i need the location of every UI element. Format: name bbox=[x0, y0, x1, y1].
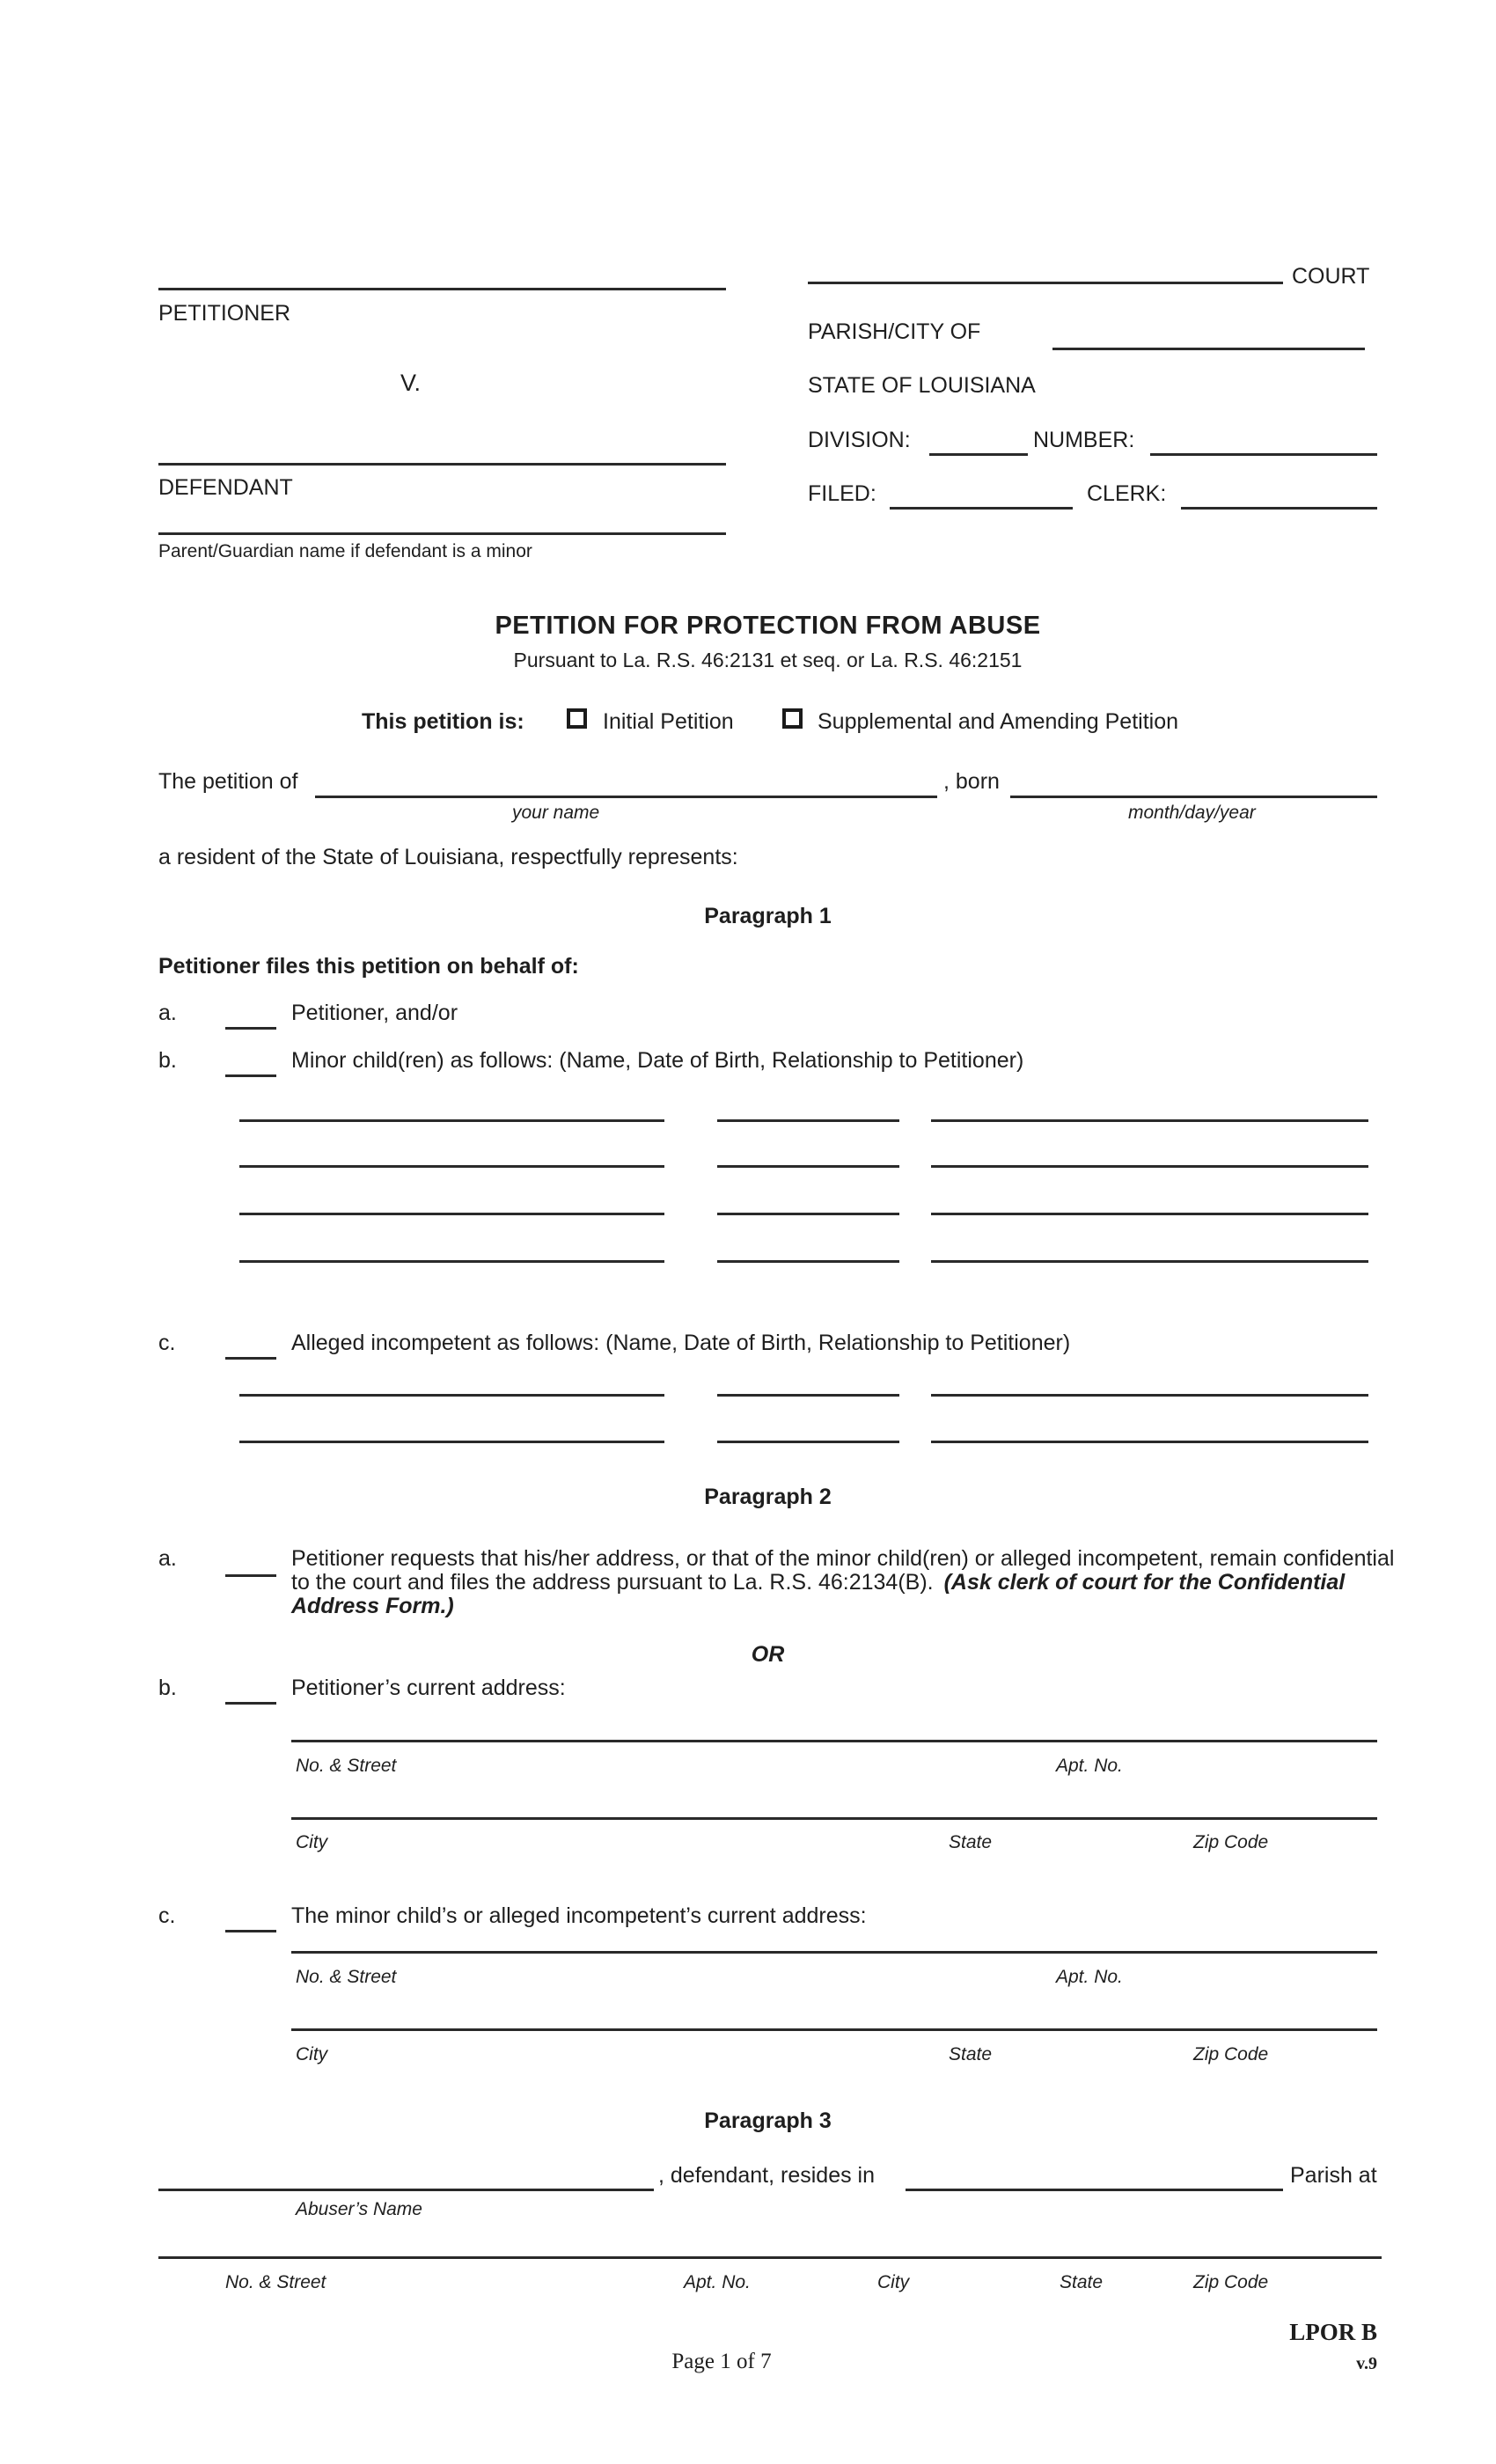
child-relationship-line[interactable] bbox=[931, 1260, 1368, 1263]
form-title: PETITION FOR PROTECTION FROM ABUSE bbox=[495, 612, 1041, 640]
supplemental-petition-checkbox[interactable] bbox=[782, 708, 803, 729]
city-hint: City bbox=[877, 2272, 910, 2292]
child-name-line[interactable] bbox=[239, 1213, 664, 1215]
birthdate-line[interactable] bbox=[1010, 796, 1377, 798]
child-name-line[interactable] bbox=[239, 1165, 664, 1168]
number-label: NUMBER: bbox=[1033, 428, 1135, 452]
child-dob-line[interactable] bbox=[717, 1165, 899, 1168]
born-label: , born bbox=[943, 769, 1000, 794]
p1-item-c-blank[interactable] bbox=[225, 1357, 276, 1360]
street-hint: No. & Street bbox=[225, 2272, 326, 2292]
initial-petition-label: Initial Petition bbox=[603, 709, 734, 734]
p1-item-b-blank[interactable] bbox=[225, 1074, 276, 1077]
p1-item-c-text: Alleged incompetent as follows: (Name, Date of Birth, Relationship to Petitioner) bbox=[291, 1331, 1071, 1355]
child-relationship-line[interactable] bbox=[931, 1213, 1368, 1215]
parent-guardian-name-line[interactable] bbox=[158, 532, 726, 535]
page-number: Page 1 of 7 bbox=[671, 2350, 772, 2373]
p2-item-a-line3: Address Form.) bbox=[291, 1594, 454, 1618]
court-name-line[interactable] bbox=[808, 282, 1283, 284]
abuser-name-line[interactable] bbox=[158, 2189, 654, 2191]
apt-hint: Apt. No. bbox=[684, 2272, 751, 2292]
petitioner-street-line[interactable] bbox=[291, 1740, 1377, 1742]
p1-item-b-letter: b. bbox=[158, 1048, 177, 1073]
child-name-line[interactable] bbox=[239, 1260, 664, 1263]
state-hint: State bbox=[949, 2044, 993, 2064]
your-name-hint: your name bbox=[512, 803, 600, 823]
p2-item-c-letter: c. bbox=[158, 1903, 176, 1928]
parent-guardian-note: Parent/Guardian name if defendant is a minor bbox=[158, 541, 532, 561]
zip-hint: Zip Code bbox=[1193, 2272, 1269, 2292]
street-hint: No. & Street bbox=[296, 1967, 397, 1987]
zip-hint: Zip Code bbox=[1193, 1832, 1269, 1852]
division-line[interactable] bbox=[929, 453, 1028, 456]
child-dob-line[interactable] bbox=[717, 1213, 899, 1215]
parish-at-label: Parish at bbox=[1290, 2163, 1377, 2188]
birthdate-hint: month/day/year bbox=[1128, 803, 1256, 823]
p1-item-a-blank[interactable] bbox=[225, 1027, 276, 1030]
incompetent-dob-line[interactable] bbox=[717, 1441, 899, 1443]
p1-item-c-letter: c. bbox=[158, 1331, 176, 1355]
filed-line[interactable] bbox=[890, 507, 1073, 510]
petition-of-label: The petition of bbox=[158, 769, 298, 794]
p2-item-c-text: The minor child’s or alleged incompetent’s current address: bbox=[291, 1903, 867, 1928]
incompetent-name-line[interactable] bbox=[239, 1394, 664, 1397]
paragraph2-heading: Paragraph 2 bbox=[704, 1485, 832, 1509]
state-hint: State bbox=[1060, 2272, 1104, 2292]
child-dob-line[interactable] bbox=[717, 1260, 899, 1263]
p2-item-a-blank[interactable] bbox=[225, 1574, 276, 1577]
p2-item-b-text: Petitioner’s current address: bbox=[291, 1676, 566, 1700]
city-hint: City bbox=[296, 1832, 328, 1852]
street-hint: No. & Street bbox=[296, 1756, 397, 1776]
p2-a-line2-normal: to the court and files the address pursuant to La. R.S. 46:2134(B). bbox=[291, 1570, 934, 1595]
minor-city-state-zip-line[interactable] bbox=[291, 2028, 1377, 2031]
p1-item-b-text: Minor child(ren) as follows: (Name, Date of Birth, Relationship to Petitioner) bbox=[291, 1048, 1024, 1073]
parish-line[interactable] bbox=[906, 2189, 1283, 2191]
child-name-line[interactable] bbox=[239, 1119, 664, 1122]
zip-hint: Zip Code bbox=[1193, 2044, 1269, 2064]
p2-a-line2-bold: (Ask clerk of court for the Confidential bbox=[943, 1570, 1346, 1595]
minor-street-line[interactable] bbox=[291, 1951, 1377, 1954]
form-code: LPOR B bbox=[1289, 2319, 1377, 2345]
p2-item-a-letter: a. bbox=[158, 1546, 177, 1571]
petitioner-fullname-line[interactable] bbox=[315, 796, 937, 798]
petitioner-label: PETITIONER bbox=[158, 301, 291, 326]
form-version: v.9 bbox=[1356, 2354, 1377, 2373]
parish-city-label: PARISH/CITY OF bbox=[808, 319, 981, 344]
apt-hint: Apt. No. bbox=[1056, 1967, 1123, 1987]
abuser-address-line[interactable] bbox=[158, 2256, 1382, 2259]
child-dob-line[interactable] bbox=[717, 1119, 899, 1122]
versus-label: V. bbox=[400, 370, 422, 396]
p1-item-a-letter: a. bbox=[158, 1001, 177, 1025]
form-subtitle: Pursuant to La. R.S. 46:2131 et seq. or La. R.S. 46:2151 bbox=[513, 649, 1023, 671]
abuser-name-hint: Abuser’s Name bbox=[296, 2199, 422, 2219]
defendant-resides-text: , defendant, resides in bbox=[658, 2163, 875, 2188]
p2-item-a-line2 bbox=[291, 1570, 1345, 1595]
child-relationship-line[interactable] bbox=[931, 1119, 1368, 1122]
initial-petition-checkbox[interactable] bbox=[567, 708, 587, 729]
number-line[interactable] bbox=[1150, 453, 1377, 456]
defendant-label: DEFENDANT bbox=[158, 475, 293, 500]
incompetent-name-line[interactable] bbox=[239, 1441, 664, 1443]
paragraph1-heading: Paragraph 1 bbox=[704, 904, 832, 928]
paragraph3-heading: Paragraph 3 bbox=[704, 2108, 832, 2133]
apt-hint: Apt. No. bbox=[1056, 1756, 1123, 1776]
p1-item-a-text: Petitioner, and/or bbox=[291, 1001, 458, 1025]
supplemental-petition-label: Supplemental and Amending Petition bbox=[818, 709, 1179, 734]
parish-city-line[interactable] bbox=[1052, 348, 1365, 350]
defendant-name-line[interactable] bbox=[158, 463, 726, 466]
state-hint: State bbox=[949, 1832, 993, 1852]
incompetent-dob-line[interactable] bbox=[717, 1394, 899, 1397]
child-relationship-line[interactable] bbox=[931, 1165, 1368, 1168]
state-of-louisiana-label: STATE OF LOUISIANA bbox=[808, 373, 1036, 398]
or-divider: OR bbox=[751, 1642, 785, 1667]
court-label: COURT bbox=[1292, 264, 1370, 289]
p2-item-a-line1: Petitioner requests that his/her address, or that of the minor child(ren) or alleged incompetent, remain confidential bbox=[291, 1546, 1395, 1571]
paragraph1-lead: Petitioner files this petition on behalf of: bbox=[158, 954, 579, 979]
p2-item-c-blank[interactable] bbox=[225, 1930, 276, 1932]
p2-item-b-letter: b. bbox=[158, 1676, 177, 1700]
clerk-label: CLERK: bbox=[1087, 481, 1167, 506]
p2-item-b-blank[interactable] bbox=[225, 1702, 276, 1705]
clerk-line[interactable] bbox=[1181, 507, 1377, 510]
incompetent-relationship-line[interactable] bbox=[931, 1394, 1368, 1397]
incompetent-relationship-line[interactable] bbox=[931, 1441, 1368, 1443]
city-hint: City bbox=[296, 2044, 328, 2064]
petition-type-label: This petition is: bbox=[362, 709, 524, 734]
division-label: DIVISION: bbox=[808, 428, 911, 452]
petitioner-name-line[interactable] bbox=[158, 288, 726, 290]
resident-line: a resident of the State of Louisiana, respectfully represents: bbox=[158, 845, 738, 869]
petitioner-city-state-zip-line[interactable] bbox=[291, 1817, 1377, 1820]
filed-label: FILED: bbox=[808, 481, 876, 506]
